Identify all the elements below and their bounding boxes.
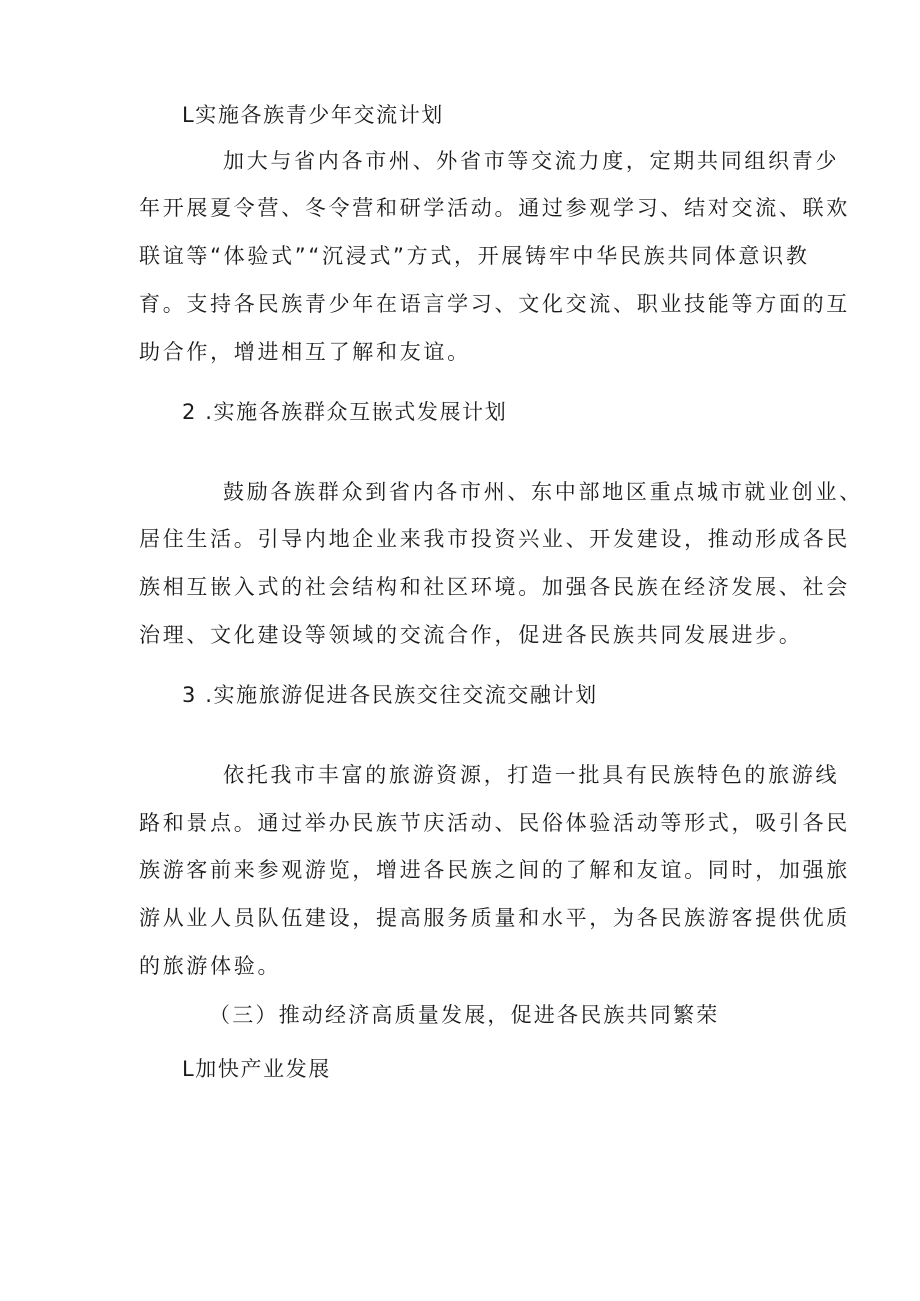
section-2-line-3: 族相互嵌入式的社会结构和社区环境。加强各民族在经济发展、社会 xyxy=(139,575,850,599)
section-2-heading: 2 .实施各族群众互嵌式发展计划 xyxy=(182,400,508,424)
section-2-line-4: 治理、文化建设等领域的交流合作，促进各民族共同发展进步。 xyxy=(139,623,803,647)
section-1-heading: L实施各族青少年交流计划 xyxy=(182,103,444,127)
section-2-line-1: 鼓励各族群众到省内各市州、东中部地区重点城市就业创业、 xyxy=(223,480,863,504)
section-3-line-5: 的旅游体验。 xyxy=(139,954,282,978)
section-3-line-1: 依托我市丰富的旅游资源，打造一批具有民族特色的旅游线 xyxy=(223,763,840,787)
section-1-line-2: 年开展夏令营、冬令营和研学活动。通过参观学习、结对交流、联欢 xyxy=(139,196,850,220)
section-2-line-2: 居住生活。引导内地企业来我市投资兴业、开发建设，推动形成各民 xyxy=(139,527,850,551)
section-1-line-5: 助合作，增进相互了解和友谊。 xyxy=(139,340,471,364)
section-3-line-2: 路和景点。通过举办民族节庆活动、民俗体验活动等形式，吸引各民 xyxy=(139,811,850,835)
section-3-line-3: 族游客前来参观游览，增进各民族之间的了解和友谊。同时，加强旅 xyxy=(139,858,850,882)
section-1-line-3: 联谊等“体验式”“沉浸式”方式，开展铸牢中华民族共同体意识教 xyxy=(139,244,810,268)
section-3-heading: 3 .实施旅游促进各民族交往交流交融计划 xyxy=(182,683,598,707)
chapter-heading: （三）推动经济高质量发展，促进各民族共同繁荣 xyxy=(209,1003,720,1027)
section-1-line-4: 育。支持各民族青少年在语言学习、文化交流、职业技能等方面的互 xyxy=(139,292,850,316)
section-1-line-1: 加大与省内各市州、外省市等交流力度，定期共同组织青少 xyxy=(223,149,840,173)
subheading: L加快产业发展 xyxy=(182,1057,331,1081)
section-3-line-4: 游从业人员队伍建设，提高服务质量和水平，为各民族游客提供优质 xyxy=(139,906,850,930)
